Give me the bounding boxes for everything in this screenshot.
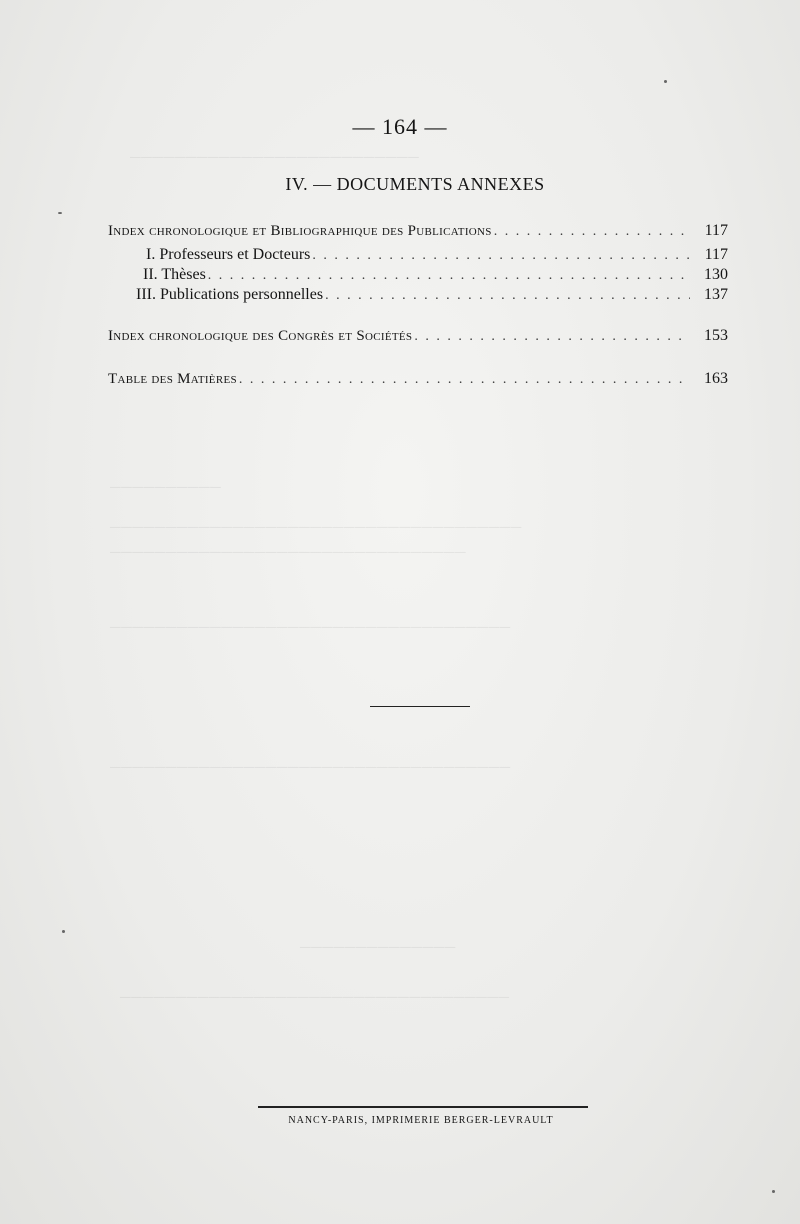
toc-entry-page: 137 (704, 286, 728, 303)
dot-leader (414, 329, 690, 345)
section-title: IV. — DOCUMENTS ANNEXES (285, 174, 545, 194)
toc-entry-label: Index chronologique et Bibliographique des Publications (108, 223, 492, 239)
dot-leader (312, 248, 690, 264)
toc-entry-label: II. Thèses (143, 266, 206, 283)
toc-entry-page: 117 (704, 246, 728, 263)
section-divider (370, 706, 470, 707)
footer-rule (258, 1106, 588, 1108)
toc-entry-page: 163 (704, 370, 728, 387)
scan-speck (664, 80, 667, 83)
toc-entry (146, 246, 728, 266)
printer-imprint: NANCY-PARIS, IMPRIMERIE BERGER-LEVRAULT (288, 1115, 554, 1126)
scan-speck (58, 212, 62, 214)
bleed-through-text: ───────────────────────────────────── (110, 520, 522, 536)
bleed-through-text: ──────────────────────────────────── (110, 760, 511, 776)
dot-leader (239, 372, 690, 388)
scan-speck (62, 930, 65, 933)
bleed-through-text: ──────────────────────────────────── (110, 620, 511, 636)
bleed-through-text: ──────────────────────────────── (110, 545, 467, 561)
bleed-through-text: ────────────────────────── (130, 150, 420, 166)
toc-entry (108, 327, 728, 347)
bleed-through-text: ────────────── (300, 940, 456, 956)
toc-entry-page: 153 (704, 327, 728, 344)
toc-entry-label: Index chronologique des Congrès et Sociétés (108, 328, 413, 344)
dot-leader (494, 224, 690, 240)
dot-leader (208, 268, 690, 284)
toc-entry (108, 222, 728, 242)
toc-entry-label: I. Professeurs et Docteurs (146, 246, 311, 263)
scan-speck (772, 1190, 775, 1193)
toc-entry-label: III. Publications personnelles (136, 286, 324, 303)
toc-entry (136, 286, 728, 306)
toc-entry-page: 117 (704, 222, 728, 239)
toc-entry (143, 266, 728, 286)
dot-leader (325, 288, 690, 304)
toc-entry-page: 130 (704, 266, 728, 283)
toc-entry (108, 370, 728, 390)
toc-entry-label: Table des Matières (108, 371, 237, 387)
bleed-through-text: ─────────────────────────────────── (120, 990, 510, 1006)
bleed-through-text: ────────── (110, 480, 222, 496)
page-number: — 164 — (352, 114, 448, 139)
